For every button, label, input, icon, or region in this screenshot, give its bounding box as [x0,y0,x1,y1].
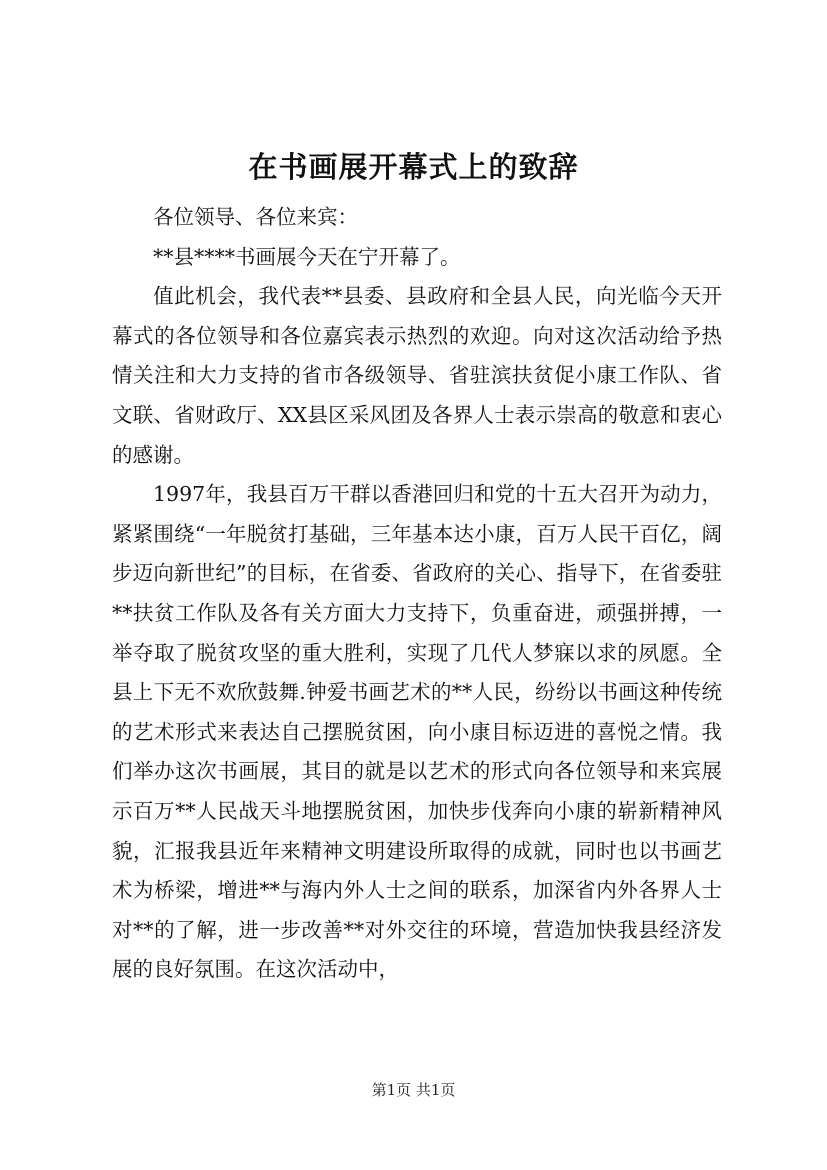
salutation-paragraph: 各位领导、各位来宾： [153,205,358,229]
page-footer: 第1页 共1页 [371,1081,456,1099]
document-title: 在书画展开幕式上的致辞 [248,150,579,184]
document-body [112,198,722,990]
welcome-paragraph: 值此机会，我代表**县委、县政府和全县人民，向光临今天开幕式的各位领导和各位嘉宾表示热烈的欢迎。向对这次活动给予热情关注和大力支持的省市各级领导、省驻滨扶贫促小康工作队、省文联、省财政厅、XX县区采风团及各界人士表示崇高的敬意和衷心的感谢。 [112,284,722,467]
achievement-paragraph: 1997年，我县百万干群以香港回归和党的十五大召开为动力，紧紧围绕“一年脱贫打基础，三年基本达小康，百万人民干百亿，阔步迈向新世纪”的目标，在省委、省政府的关心、指导下，在省委驻**扶贫工作队及各有关方面大力支持下，负重奋进，顽强拼搏，一举夺取了脱贫攻坚的重大胜利，实现了几代人梦寐以求的夙愿。全县上下无不欢欣鼓舞.钟爱书画艺术的**人民，纷纷以书画这种传统的艺术形式来表达自己摆脱贫困，向小康目标迈进的喜悦之情。我们举办这次书画展，其目的就是以艺术的形式向各位领导和来宾展示百万**人民战天斗地摆脱贫困，加快步伐奔向小康的崭新精神风貌，汇报我县近年来精神文明建设所取得的成就，同时也以书画艺术为桥梁，增进**与海内外人士之间的联系，加深省内外各界人士对**的了解，进一步改善**对外交往的环境，营造加快我县经济发展的良好氛围。在这次活动中， [112,482,722,982]
opening-paragraph: **县****书画展今天在宁开幕了。 [153,244,461,269]
